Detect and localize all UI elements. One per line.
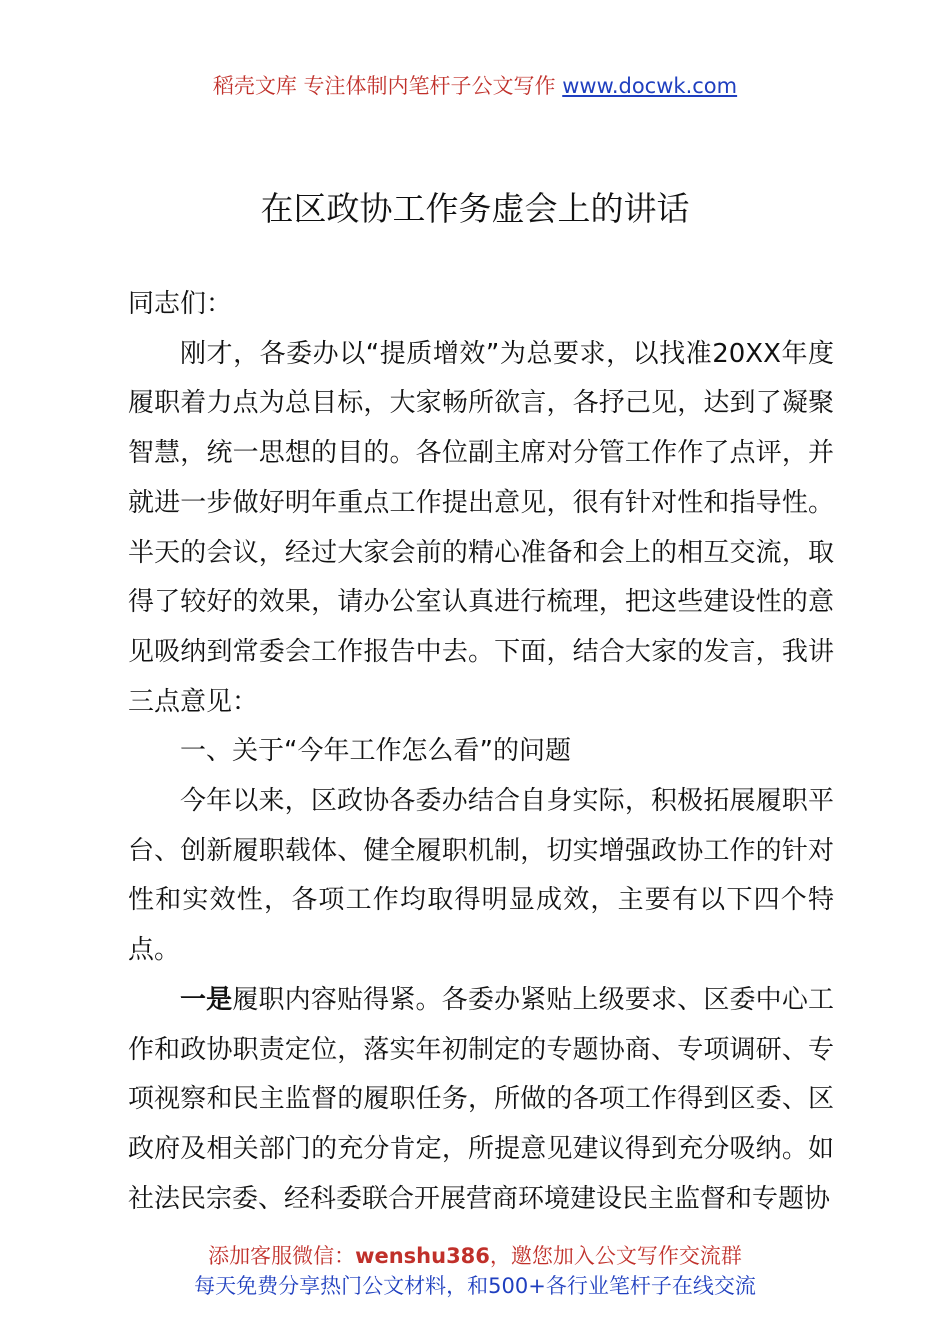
section-heading: 一、关于“今年工作怎么看”的问题 [180, 736, 571, 767]
paragraph-overview: 今年以来，区政协各委办结合自身实际，积极拓展履职平台、创新履职载体、健全履职机制，切实增强政协工作的针对性和实效性，各项工作均取得明显成效，主要有以下四个特点。 [128, 786, 834, 966]
point-1-lead: 一是 [180, 984, 233, 1015]
watermark-header [0, 70, 950, 100]
footer-line-2: 每天免费分享热门公文材料，和500+各行业笔杆子在线交流 [194, 1274, 756, 1298]
paragraph-point-1 [128, 976, 834, 1225]
document-body [128, 280, 834, 1224]
document-title: 在区政协工作务虚会上的讲话 [260, 189, 690, 228]
header-text: 稻壳文库 专注体制内笔杆子公文写作 [212, 74, 563, 98]
footer-prefix: 添加客服微信： [208, 1244, 356, 1268]
paragraph-intro: 刚才，各委办以“提质增效”为总要求，以找准20XX年度履职着力点为总目标，大家畅所欲言，各抒己见，达到了凝聚智慧，统一思想的目的。各位副主席对分管工作作了点评，并就进一步做好明年重点工作提出意见，很有针对性和指导性。半天的会议，经过大家会前的精心准备和会上的相互交流，取得了较好的效果，请办公室认真进行梳理，把这些建设性的意见吸纳到常委会工作报告中去。下面，结合大家的发言，我讲三点意见： [128, 338, 834, 717]
footer-suffix: ，邀您加入公文写作交流群 [489, 1244, 742, 1268]
footer-line-1 [0, 1240, 950, 1270]
salutation: 同志们： [128, 289, 233, 319]
header-link[interactable]: www.docwk.com [562, 74, 738, 98]
footer-wechat-id: wenshu386 [355, 1244, 490, 1268]
point-1-text: 履职内容贴得紧。各委办紧贴上级要求、区委中心工作和政协职责定位，落实年初制定的专题协商、专项调研、专项视察和民主监督的履职任务，所做的各项工作得到区委、区政府及相关部门的充分肯定，所提意见建议得到充分吸纳。如社法民宗委、经科委联合开展营商环境建设民主监督和专题协 [128, 984, 834, 1214]
